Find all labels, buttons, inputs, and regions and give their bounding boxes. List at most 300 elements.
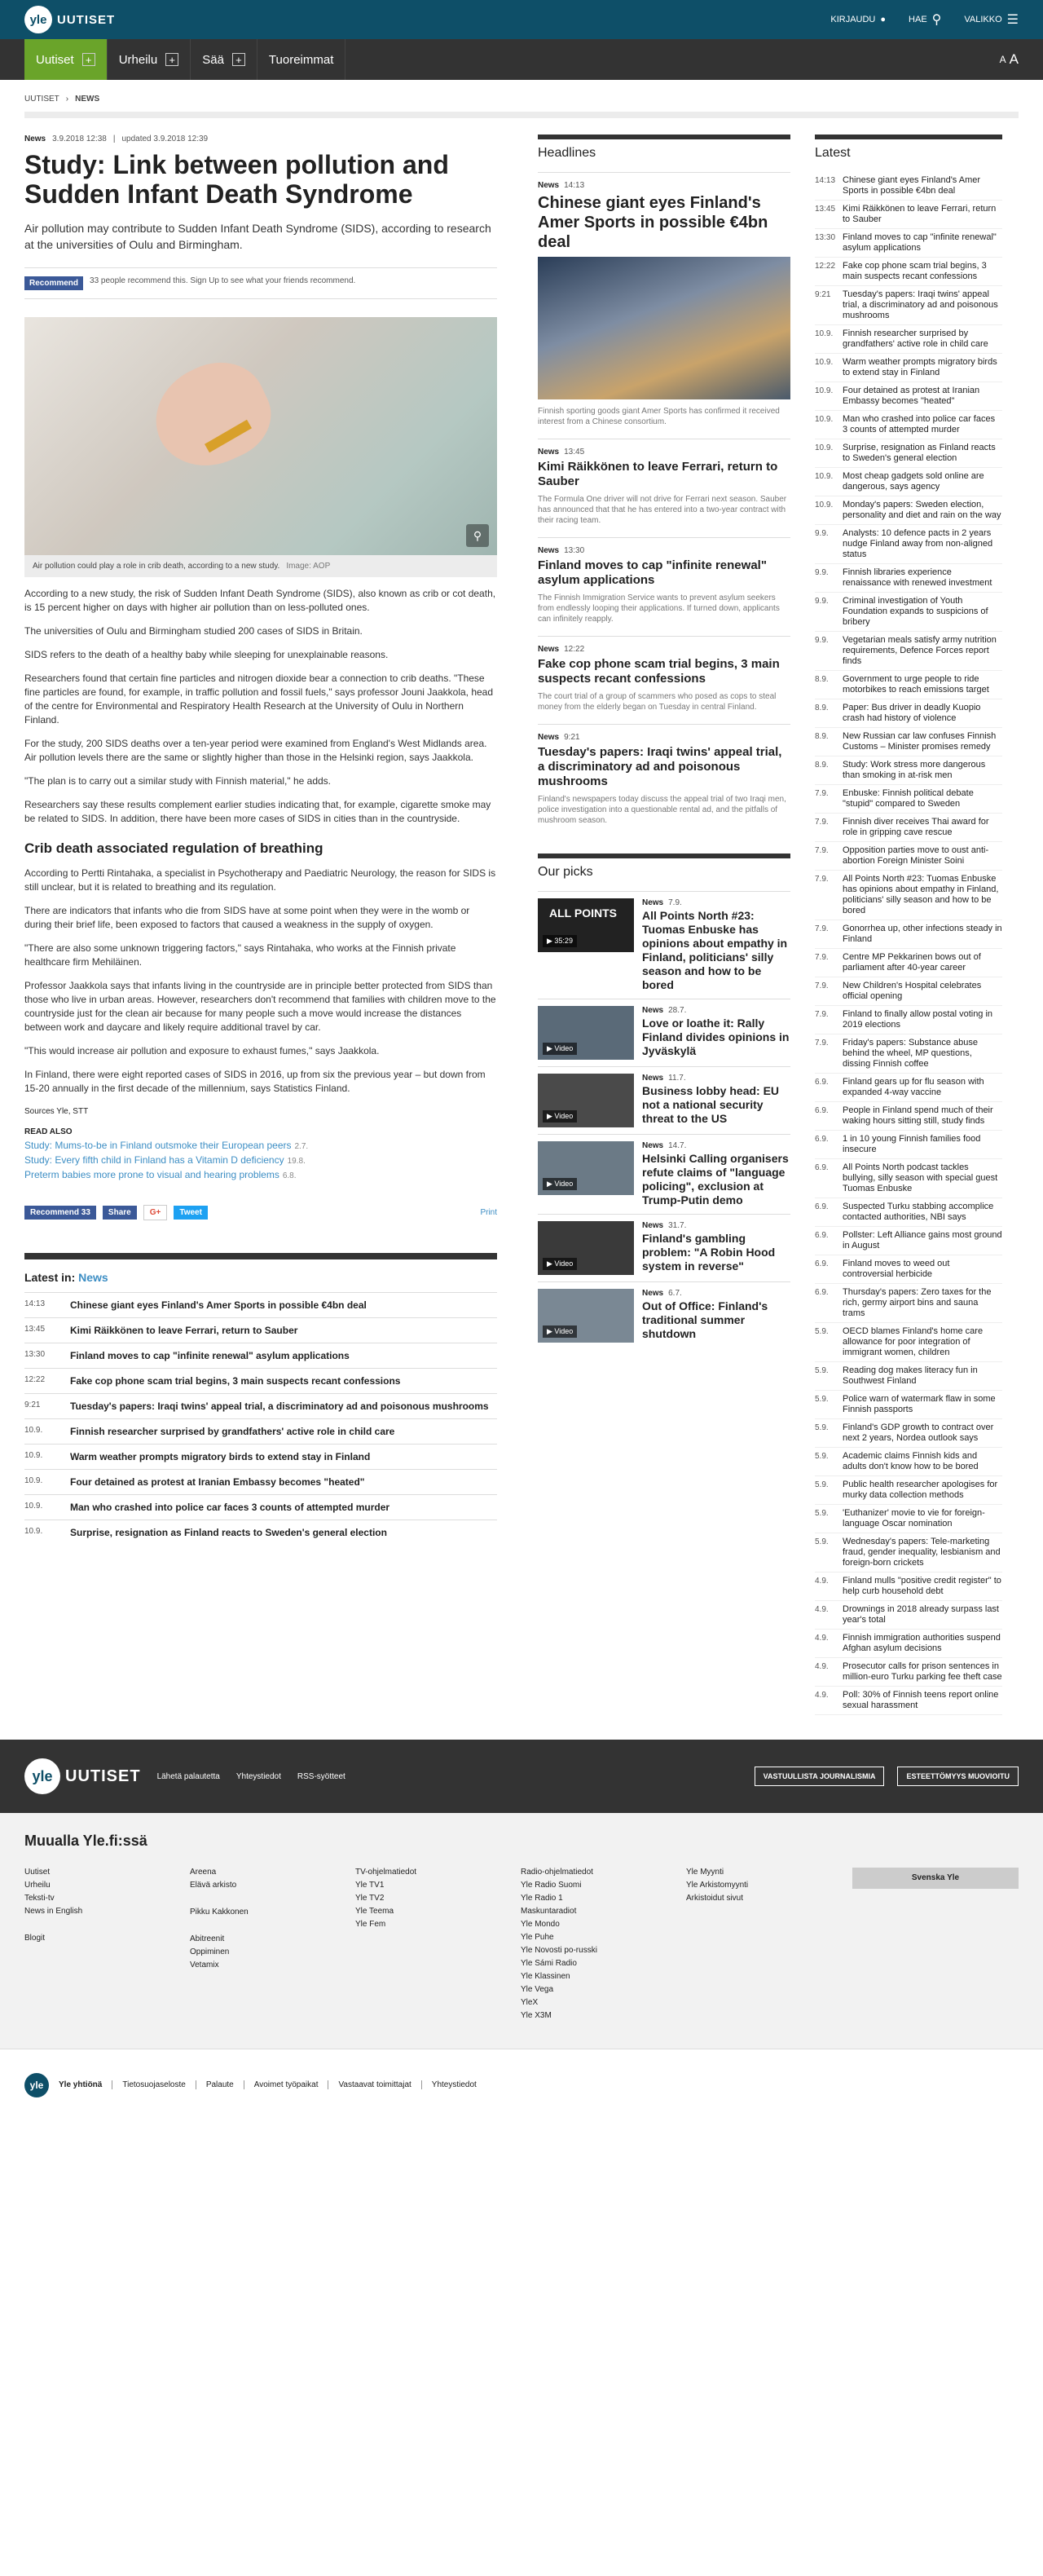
elsewhere-link[interactable]: Areena — [190, 1868, 217, 1877]
pick-date: 14.7. — [668, 1141, 687, 1150]
latest-title: Fake cop phone scam trial begins, 3 main suspects recant confessions — [843, 261, 987, 281]
breadcrumb-home[interactable]: UUTISET — [24, 95, 59, 104]
latest-title: Surprise, resignation as Finland reacts to Sweden's general election — [843, 443, 996, 463]
latest-time: 4.9. — [815, 1634, 829, 1643]
latest-title: Centre MP Pekkarinen bows out of parliament after 40-year career — [843, 952, 981, 973]
fb-recommend-share-button[interactable]: Recommend 33 — [24, 1206, 96, 1220]
latest-row[interactable] — [815, 564, 1002, 593]
pick-item[interactable] — [538, 891, 790, 999]
video-duration: 35:29 — [554, 937, 573, 945]
facebook-recommend — [24, 267, 497, 299]
elsewhere-link[interactable]: News in English — [24, 1907, 83, 1916]
elsewhere-link[interactable]: Abitreenit — [190, 1934, 225, 1943]
latest-in-row[interactable] — [24, 1343, 497, 1368]
updated-time: updated 3.9.2018 12:39 — [121, 135, 209, 143]
latest-row[interactable] — [815, 1159, 1002, 1198]
footer-logo[interactable] — [24, 1758, 141, 1794]
latest-title: Finnish researcher surprised by grandfathers' active role in child care — [843, 329, 988, 349]
elsewhere-link[interactable]: Yle Sámi Radio — [521, 1959, 577, 1968]
latest-time: 6.9. — [815, 1135, 829, 1144]
elsewhere-link[interactable]: YleX — [521, 1998, 539, 2007]
nav-item-urheilu[interactable] — [108, 39, 191, 80]
bottom-link[interactable]: Palaute — [206, 2080, 244, 2089]
latest-row[interactable] — [815, 871, 1002, 920]
image-caption — [24, 555, 497, 577]
latest-title: Finland gears up for flu season with expanded 4-way vaccine — [843, 1077, 984, 1097]
latest-time: 4.9. — [815, 1577, 829, 1586]
read-also-title: Preterm babies more prone to visual and hearing problems — [24, 1169, 279, 1180]
latest-row[interactable] — [815, 814, 1002, 842]
gplus-button[interactable]: G+ — [143, 1205, 168, 1220]
baby-foot-shape — [139, 346, 284, 483]
latest-row[interactable] — [815, 1006, 1002, 1034]
breadcrumb-section[interactable]: NEWS — [75, 95, 100, 104]
latest-time: 9.9. — [815, 636, 829, 645]
pick-date: 11.7. — [668, 1074, 686, 1083]
latest-title: Finland mulls "positive credit register" to help curb household debt — [843, 1576, 1001, 1596]
latest-row[interactable] — [815, 1284, 1002, 1323]
latest-in-row[interactable] — [24, 1368, 497, 1393]
latest-time: 7.9. — [815, 846, 829, 855]
latest-row[interactable] — [815, 172, 1002, 201]
pick-date: 28.7. — [668, 1006, 687, 1015]
footer-link[interactable]: Lähetä palautetta — [156, 1771, 220, 1781]
elsewhere-link[interactable]: Arkistoidut sivut — [686, 1894, 744, 1903]
latest-row[interactable] — [815, 671, 1002, 699]
latest-in-label: Latest in: — [24, 1271, 76, 1284]
login-button[interactable] — [830, 15, 886, 24]
headline-story[interactable] — [538, 724, 790, 837]
latest-row[interactable] — [815, 382, 1002, 411]
pick-title: Helsinki Calling organisers refute claims of "language policing", exclusion at Trump-Putin demo — [642, 1152, 789, 1206]
paragraph: "There are also some unknown triggering factors," says Rintahaka, who works at the Finnish private healthcare firm Mehiläinen. — [24, 942, 456, 968]
story-title: Fake cop phone scam trial begins, 3 main suspects recant confessions — [538, 657, 780, 686]
latest-time: 6.9. — [815, 1106, 829, 1115]
latest-row[interactable] — [815, 842, 1002, 871]
latest-title: People in Finland spend much of their waking hours sitting still, study finds — [843, 1105, 993, 1126]
latest-row[interactable] — [815, 258, 1002, 286]
elsewhere-link[interactable]: Yle Arkistomyynti — [686, 1881, 749, 1890]
breadcrumb — [0, 80, 1043, 104]
elsewhere-link[interactable]: Yle Mondo — [521, 1920, 560, 1929]
latest-row[interactable] — [815, 920, 1002, 949]
article-meta — [24, 135, 497, 143]
play-icon: ▶ — [547, 1112, 555, 1120]
pick-item[interactable] — [538, 1134, 790, 1214]
headline-story[interactable] — [538, 636, 790, 724]
latest-title: Poll: 30% of Finnish teens report online sexual harassment — [843, 1690, 999, 1710]
latest-title: Kimi Räikkönen to leave Ferrari, return to Sauber — [843, 204, 997, 224]
latest-in-row[interactable] — [24, 1317, 497, 1343]
latest-row[interactable] — [815, 1573, 1002, 1601]
latest-time: 5.9. — [815, 1366, 829, 1375]
latest-title: Gonorrhea up, other infections steady in Finland — [843, 924, 1002, 944]
latest-row[interactable] — [815, 1476, 1002, 1505]
pick-text — [642, 1006, 790, 1060]
zoom-icon[interactable]: ⚲ — [466, 524, 489, 547]
pick-thumbnail[interactable] — [538, 898, 634, 952]
latest-in-section[interactable]: News — [78, 1271, 108, 1284]
latest-row[interactable] — [815, 1198, 1002, 1227]
latest-time: 12:22 — [815, 262, 836, 271]
fb-share-button[interactable]: Share — [103, 1206, 137, 1220]
story-image[interactable] — [538, 257, 790, 399]
latest-row[interactable] — [815, 1255, 1002, 1284]
nav-label: Sää — [202, 52, 224, 67]
latest-in-row[interactable] — [24, 1469, 497, 1494]
pick-text — [642, 1289, 790, 1343]
latest-title: Enbuske: Finnish political debate "stupid" compared to Sweden — [843, 788, 974, 809]
story-title: Tuesday's papers: Iraqi twins' appeal trial, a discriminatory ad and poisonous mushrooms — [538, 745, 782, 788]
paragraph: "This would increase air pollution and exposure to exhaust fumes," says Jaakkola. — [24, 1045, 380, 1056]
row-title: Man who crashed into police car faces 3 counts of attempted murder — [70, 1502, 390, 1513]
bottom-link[interactable]: Yhteystiedot — [431, 2080, 477, 2089]
latest-time: 5.9. — [815, 1480, 829, 1489]
play-icon: ▶ — [547, 1044, 555, 1052]
responsible-journalism-badge[interactable]: VASTUULLISTA JOURNALISMIA — [755, 1767, 885, 1786]
latest-title: Four detained as protest at Iranian Embassy becomes "heated" — [843, 386, 980, 406]
yle-logo[interactable] — [24, 6, 115, 33]
latest-title: Chinese giant eyes Finland's Amer Sports in possible €4bn deal — [843, 175, 981, 196]
hamburger-icon: ☰ — [1006, 13, 1019, 27]
published-time: 3.9.2018 12:38 — [52, 135, 107, 143]
bottom-logo-mark[interactable]: yle — [24, 2073, 49, 2097]
paragraph: Researchers found that certain fine particles and nitrogen dioxide bear a connection to crib deaths. "These fine particles are found, for example, in traffic pollution and fossil fuels," says professor Jouni Jaakkola, head of the centre for Environmental and Respiratory Health Research at the University of Oulu in Northern Finland. — [24, 673, 494, 726]
video-label — [543, 1258, 577, 1270]
footer-link[interactable]: Yhteystiedot — [235, 1771, 281, 1781]
pick-meta — [642, 1074, 790, 1083]
latest-row[interactable] — [815, 977, 1002, 1006]
paragraph: In Finland, there were eight reported cases of SIDS in 2016, up from six the previous year – but down from 15-20 annually in the first decade of the millennium, says Statistics Finland. — [24, 1069, 486, 1094]
footer-logo-mark: yle — [24, 1758, 60, 1794]
latest-time: 14:13 — [815, 176, 836, 185]
bottom-link[interactable]: Avoimet työpaikat — [254, 2080, 329, 2089]
paragraph: SIDS refers to the death of a healthy baby while sleeping for unexplainable reasons. — [24, 649, 389, 660]
yle-logo-mark: yle — [24, 6, 52, 33]
latest-title: Monday's papers: Sweden election, personality and diet and rain on the way — [843, 500, 1001, 520]
svenska-yle-button[interactable]: Svenska Yle — [852, 1868, 1019, 1889]
latest-in-list — [24, 1292, 497, 1545]
latest-title: Finland moves to weed out controversial herbicide — [843, 1259, 950, 1279]
pick-item[interactable] — [538, 1281, 790, 1349]
row-time: 10.9. — [24, 1426, 43, 1435]
latest-title: Man who crashed into police car faces 3 counts of attempted murder — [843, 414, 996, 434]
article-section[interactable]: News — [24, 135, 46, 143]
latest-row[interactable] — [815, 1227, 1002, 1255]
pick-date: 6.7. — [668, 1289, 682, 1298]
latest-row[interactable] — [815, 1687, 1002, 1715]
search-button[interactable] — [909, 11, 941, 28]
elsewhere-link[interactable]: Yle Radio Suomi — [521, 1881, 582, 1890]
row-time: 10.9. — [24, 1451, 43, 1460]
headlines-column — [538, 135, 790, 1715]
pick-meta — [642, 1006, 790, 1015]
pick-item[interactable] — [538, 1066, 790, 1134]
pick-title: All Points North #23: Tuomas Enbuske has opinions about empathy in Finland, politicians' silly season and how to be bored — [642, 909, 788, 991]
play-icon: ▶ — [547, 1180, 555, 1188]
elsewhere-link[interactable]: Yle Puhe — [521, 1933, 554, 1942]
pick-thumbnail[interactable] — [538, 1289, 634, 1343]
story-summary: The court trial of a group of scammers who posed as cops to steal money from the elderly began on Tuesday in central Finland. — [538, 692, 777, 712]
latest-row[interactable] — [815, 468, 1002, 496]
row-time: 9:21 — [24, 1400, 41, 1409]
nav-item-saa[interactable] — [191, 39, 257, 80]
latest-row[interactable] — [815, 699, 1002, 728]
row-time: 10.9. — [24, 1502, 43, 1511]
pick-meta — [642, 1141, 790, 1150]
elsewhere-link[interactable]: Blogit — [24, 1934, 46, 1943]
article-image — [24, 317, 497, 555]
nav-item-uutiset[interactable] — [24, 39, 108, 80]
pick-section: News — [642, 1289, 664, 1298]
accessibility-badge[interactable]: ESTEETTÖMYYS MUOVIOITU — [897, 1767, 1019, 1786]
tweet-button[interactable]: Tweet — [174, 1206, 208, 1220]
latest-row[interactable] — [815, 1533, 1002, 1573]
headline-story[interactable] — [538, 172, 790, 439]
latest-row[interactable] — [815, 229, 1002, 258]
paragraph: For the study, 200 SIDS deaths over a ten-year period were examined from England's West Midlands area. Air pollution levels there are the same or slightly higher than those in the Helsinki region, says Jaakkola. — [24, 738, 487, 763]
paragraph: The universities of Oulu and Birmingham studied 200 cases of SIDS in Britain. — [24, 625, 363, 637]
latest-row[interactable] — [815, 1448, 1002, 1476]
sources: Sources Yle, STT — [24, 1107, 89, 1116]
print-link[interactable]: Print — [480, 1208, 497, 1217]
row-title: Finnish researcher surprised by grandfathers' active role in child care — [70, 1426, 395, 1437]
latest-title: Academic claims Finnish kids and adults don't know how to be bored — [843, 1451, 979, 1471]
latest-time: 6.9. — [815, 1163, 829, 1172]
latest-time: 5.9. — [815, 1395, 829, 1404]
latest-row[interactable] — [815, 1391, 1002, 1419]
story-section: News — [538, 448, 560, 457]
latest-in-row[interactable] — [24, 1418, 497, 1444]
search-label: HAE — [909, 15, 927, 24]
top-bar — [0, 0, 1043, 39]
column-spacer — [190, 1921, 355, 1930]
video-duration: Video — [554, 1327, 574, 1335]
pick-thumbnail[interactable] — [538, 1074, 634, 1127]
latest-row[interactable] — [815, 354, 1002, 382]
story-meta — [538, 546, 790, 555]
latest-title: New Children's Hospital celebrates official opening — [843, 981, 982, 1001]
latest-row[interactable] — [815, 1505, 1002, 1533]
search-icon: ⚲ — [931, 13, 942, 27]
latest-title: Wednesday's papers: Tele-marketing fraud, gender inequality, lesbianism and foreign-born crickets — [843, 1537, 1001, 1568]
article-body — [24, 587, 497, 1096]
latest-in-row[interactable] — [24, 1393, 497, 1418]
latest-title: Government to urge people to ride motorbikes to reach emissions target — [843, 674, 989, 695]
latest-heading: Latest — [815, 135, 1002, 161]
latest-title: Suspected Turku stabbing accomplice contacted authorities, NBI says — [843, 1202, 994, 1222]
story-summary: The Formula One driver will not drive for Ferrari next season. Sauber has announced that that he has entered into a two-year contract with their racing team. — [538, 495, 787, 525]
elsewhere-link[interactable]: Vetamix — [190, 1961, 219, 1969]
latest-row[interactable] — [815, 525, 1002, 564]
latest-time: 7.9. — [815, 818, 829, 827]
paragraph: Researchers say these results complement earlier studies indicating that, for example, cigarette smoke may be related to SIDS. In addition, there have been more cases of SIDS in cities than in the countryside. — [24, 799, 491, 824]
pick-thumbnail[interactable] — [538, 1221, 634, 1275]
font-size-control — [1000, 39, 1019, 80]
headline-story[interactable] — [538, 439, 790, 537]
latest-row[interactable] — [815, 1034, 1002, 1074]
latest-title: Opposition parties move to oust anti-abortion Foreign Minister Soini — [843, 845, 989, 866]
latest-row[interactable] — [815, 286, 1002, 325]
fb-recommend-button[interactable]: Recommend — [24, 276, 83, 290]
elsewhere-link[interactable]: Maskuntaradiot — [521, 1907, 577, 1916]
plus-icon[interactable]: + — [232, 53, 245, 66]
nav-item-tuoreimmat[interactable] — [257, 39, 345, 80]
elsewhere-link[interactable]: Yle Teema — [355, 1907, 394, 1916]
bottom-link[interactable]: Yle yhtiönä — [59, 2080, 112, 2089]
elsewhere-link[interactable]: Uutiset — [24, 1868, 51, 1877]
latest-row[interactable] — [815, 1658, 1002, 1687]
elsewhere-link[interactable]: Yle Radio 1 — [521, 1894, 563, 1903]
latest-title: Vegetarian meals satisfy army nutrition requirements, Defence Forces report finds — [843, 635, 997, 666]
latest-time: 5.9. — [815, 1509, 829, 1518]
font-larger-button[interactable]: A — [1009, 51, 1019, 67]
bottom-link[interactable]: Vastaavat toimittajat — [338, 2080, 421, 2089]
story-section: News — [538, 546, 560, 555]
latest-time: 8.9. — [815, 732, 829, 741]
elsewhere-link[interactable]: Yle Vega — [521, 1985, 554, 1994]
latest-title: Warm weather prompts migratory birds to extend stay in Finland — [843, 357, 997, 377]
pick-title: Out of Office: Finland's traditional summer shutdown — [642, 1299, 768, 1340]
elsewhere-link[interactable]: Teksti-tv — [24, 1894, 55, 1903]
latest-time: 6.9. — [815, 1259, 829, 1268]
paragraph: According to Pertti Rintahaka, a specialist in Psychotherapy and Paediatric Neurology, the reason for SIDS is still unclear, but it is related to breathing and its regulation. — [24, 867, 496, 893]
latest-row[interactable] — [815, 325, 1002, 354]
latest-row[interactable] — [815, 1630, 1002, 1658]
elsewhere-link[interactable]: TV-ohjelmatiedot — [355, 1868, 417, 1877]
story-time: 13:45 — [564, 448, 585, 457]
plus-icon[interactable]: + — [82, 53, 95, 66]
latest-time: 9:21 — [815, 290, 831, 299]
bottom-link[interactable]: Tietosuojaseloste — [122, 2080, 196, 2089]
elsewhere-link[interactable]: Oppiminen — [190, 1947, 230, 1956]
elsewhere-link[interactable]: Yle Klassinen — [521, 1972, 570, 1981]
story-summary: Finland's newspapers today discuss the appeal trial of two Iraqi men, police investigation into a questionable rental ad, and the pitfalls of mushroom season. — [538, 795, 786, 825]
latest-time: 10.9. — [815, 329, 834, 338]
latest-in-row[interactable] — [24, 1494, 497, 1520]
video-duration: Video — [554, 1259, 574, 1268]
row-time: 13:45 — [24, 1325, 46, 1334]
video-label — [543, 1043, 577, 1055]
latest-in-row[interactable] — [24, 1520, 497, 1545]
latest-row[interactable] — [815, 728, 1002, 756]
pick-meta — [642, 1221, 790, 1230]
plus-icon[interactable]: + — [165, 53, 178, 66]
latest-row[interactable] — [815, 1131, 1002, 1159]
paragraph: "The plan is to carry out a similar study with Finnish material," he adds. — [24, 775, 332, 787]
pick-text — [642, 1074, 790, 1127]
latest-in-news — [24, 1253, 497, 1545]
pick-meta — [642, 1289, 790, 1298]
read-also-date: 19.8. — [287, 1157, 306, 1166]
elsewhere-link[interactable]: Yle X3M — [521, 2011, 552, 2020]
row-time: 10.9. — [24, 1476, 43, 1485]
latest-row[interactable] — [815, 1102, 1002, 1131]
latest-row[interactable] — [815, 201, 1002, 229]
elsewhere-link[interactable]: Yle Myynti — [686, 1868, 724, 1877]
read-also-item[interactable] — [24, 1154, 497, 1166]
subheading: Crib death associated regulation of breathing — [24, 840, 323, 856]
pick-thumbnail[interactable] — [538, 1006, 634, 1060]
latest-row[interactable] — [815, 439, 1002, 468]
elsewhere-link[interactable]: Yle Novosti po-russki — [521, 1946, 597, 1955]
latest-row[interactable] — [815, 632, 1002, 671]
elsewhere-link[interactable]: Yle TV1 — [355, 1881, 385, 1890]
elsewhere-link[interactable]: Yle TV2 — [355, 1894, 385, 1903]
elsewhere-on-yle — [0, 1813, 1043, 2049]
elsewhere-link[interactable]: Yle Fem — [355, 1920, 386, 1929]
latest-title: Study: Work stress more dangerous than smoking in at-risk men — [843, 760, 986, 780]
latest-row[interactable] — [815, 411, 1002, 439]
latest-title: Finnish libraries experience renaissance with renewed investment — [843, 567, 992, 588]
latest-row[interactable] — [815, 949, 1002, 977]
story-section: News — [538, 733, 560, 742]
pick-item[interactable] — [538, 1214, 790, 1281]
latest-row[interactable] — [815, 1323, 1002, 1362]
font-smaller-button[interactable]: A — [999, 54, 1006, 65]
elsewhere-link[interactable]: Urheilu — [24, 1881, 51, 1890]
latest-title: Prosecutor calls for prison sentences in million-euro Turku parking fee theft case — [843, 1661, 1002, 1682]
latest-in-row[interactable] — [24, 1444, 497, 1469]
latest-time: 9.9. — [815, 597, 829, 606]
story-meta — [538, 645, 790, 654]
latest-title: Analysts: 10 defence pacts in 2 years nudge Finland away from non-aligned status — [843, 528, 993, 559]
latest-row[interactable] — [815, 1074, 1002, 1102]
latest-row[interactable] — [815, 1362, 1002, 1391]
latest-in-row[interactable] — [24, 1292, 497, 1317]
latest-row[interactable] — [815, 496, 1002, 525]
elsewhere-link[interactable]: Pikku Kakkonen — [190, 1908, 249, 1917]
latest-row[interactable] — [815, 1601, 1002, 1630]
latest-row[interactable] — [815, 1419, 1002, 1448]
headlines-heading: Headlines — [538, 135, 790, 161]
latest-title: Finnish diver receives Thai award for role in gripping cave rescue — [843, 817, 989, 837]
latest-time: 6.9. — [815, 1078, 829, 1087]
read-also-item[interactable] — [24, 1169, 497, 1180]
video-label — [543, 935, 577, 947]
pick-meta — [642, 898, 790, 907]
latest-time: 9.9. — [815, 568, 829, 577]
footer-link[interactable]: RSS-syötteet — [297, 1771, 345, 1781]
latest-title: New Russian car law confuses Finnish Customs – Minister promises remedy — [843, 731, 997, 752]
story-section: News — [538, 645, 560, 654]
elsewhere-link[interactable]: Radio-ohjelmatiedot — [521, 1868, 593, 1877]
latest-time: 5.9. — [815, 1537, 829, 1546]
pick-thumbnail[interactable] — [538, 1141, 634, 1195]
pick-title: Love or loathe it: Rally Finland divides opinions in Jyväskylä — [642, 1017, 790, 1057]
elsewhere-link[interactable]: Elävä arkisto — [190, 1881, 237, 1890]
latest-time: 10.9. — [815, 358, 834, 367]
read-also-label: READ ALSO — [24, 1127, 73, 1136]
read-also-date: 6.8. — [282, 1171, 297, 1180]
latest-time: 10.9. — [815, 386, 834, 395]
latest-time: 6.9. — [815, 1231, 829, 1240]
latest-row[interactable] — [815, 785, 1002, 814]
story-time: 12:22 — [564, 645, 585, 654]
menu-button[interactable] — [964, 11, 1019, 28]
latest-time: 10.9. — [815, 472, 834, 481]
pick-item[interactable] — [538, 999, 790, 1066]
latest-row[interactable] — [815, 593, 1002, 632]
read-also-item[interactable] — [24, 1140, 497, 1151]
latest-time: 4.9. — [815, 1691, 829, 1700]
read-also-list — [24, 1140, 497, 1180]
site-footer — [0, 1740, 1043, 1813]
headline-story[interactable] — [538, 537, 790, 636]
paragraph: Professor Jaakkola says that infants living in the countryside are in principle better protected from SIDS than those who live in urban areas. However, researchers don't recommend that families with children move to the countryside just for the clean air because for many people such a move would increase the distances between work and daycare and likely require additional travel by car. — [24, 980, 496, 1033]
latest-row[interactable] — [815, 756, 1002, 785]
latest-list — [815, 172, 1002, 1715]
